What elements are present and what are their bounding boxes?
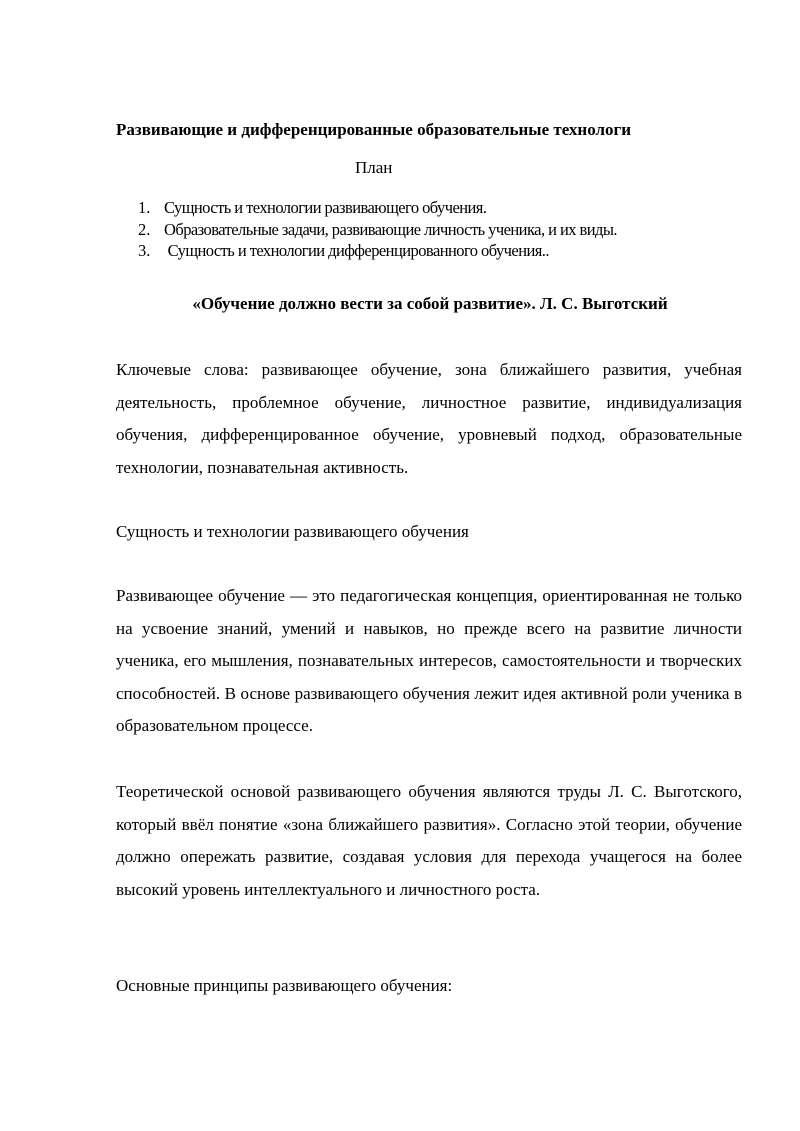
plan-item-number: 1. [138, 198, 151, 217]
principles-heading: Основные принципы развивающего обучения: [116, 976, 453, 995]
plan-item-text: Сущность и технологии развивающего обучения. [164, 198, 487, 217]
plan-item-number: 2. [138, 219, 151, 239]
developmental-learning-paragraph: Развивающее обучение — это педагогическая концепция, ориентированная не только на усвоение знаний, умений и навыков, но прежде всего на развитие личности ученика, его мышления, познавательных интересов, самостоятельности и творческих способностей. В основе развивающего обучения лежит идея активной роли ученика в образовательном процессе. [116, 586, 742, 735]
plan-label: План [355, 158, 393, 177]
epigraph: «Обучение должно вести за собой развитие». Л. С. Выготский [192, 294, 668, 313]
plan-item [138, 197, 738, 219]
plan-list [138, 197, 738, 262]
keywords-paragraph: Ключевые слова: развивающее обучение, зона ближайшего развития, учебная деятельность, проблемное обучение, личностное развитие, индивидуализация обучения, дифференцированное обучение, уровневый подход, образовательные технологии, познавательная активность. [116, 360, 742, 477]
plan-item-number: 3. [138, 241, 151, 260]
theory-paragraph: Теоретической основой развивающего обучения являются труды Л. С. Выготского, который ввёл понятие «зона ближайшего развития». Согласно этой теории, обучение должно опережать развитие, создавая условия для перехода учащегося на более высокий уровень интеллектуального и личностного роста. [116, 782, 742, 899]
plan-item-text: Сущность и технологии дифференцированного обучения.. [164, 241, 549, 260]
section-heading: Сущность и технологии развивающего обучения [116, 522, 469, 541]
plan-item-text: Образовательные задачи, развивающие личность ученика, и их виды. [164, 219, 617, 239]
plan-item [138, 219, 738, 241]
plan-item [138, 240, 738, 262]
document-title: Развивающие и дифференцированные образовательные технологи [116, 120, 632, 139]
